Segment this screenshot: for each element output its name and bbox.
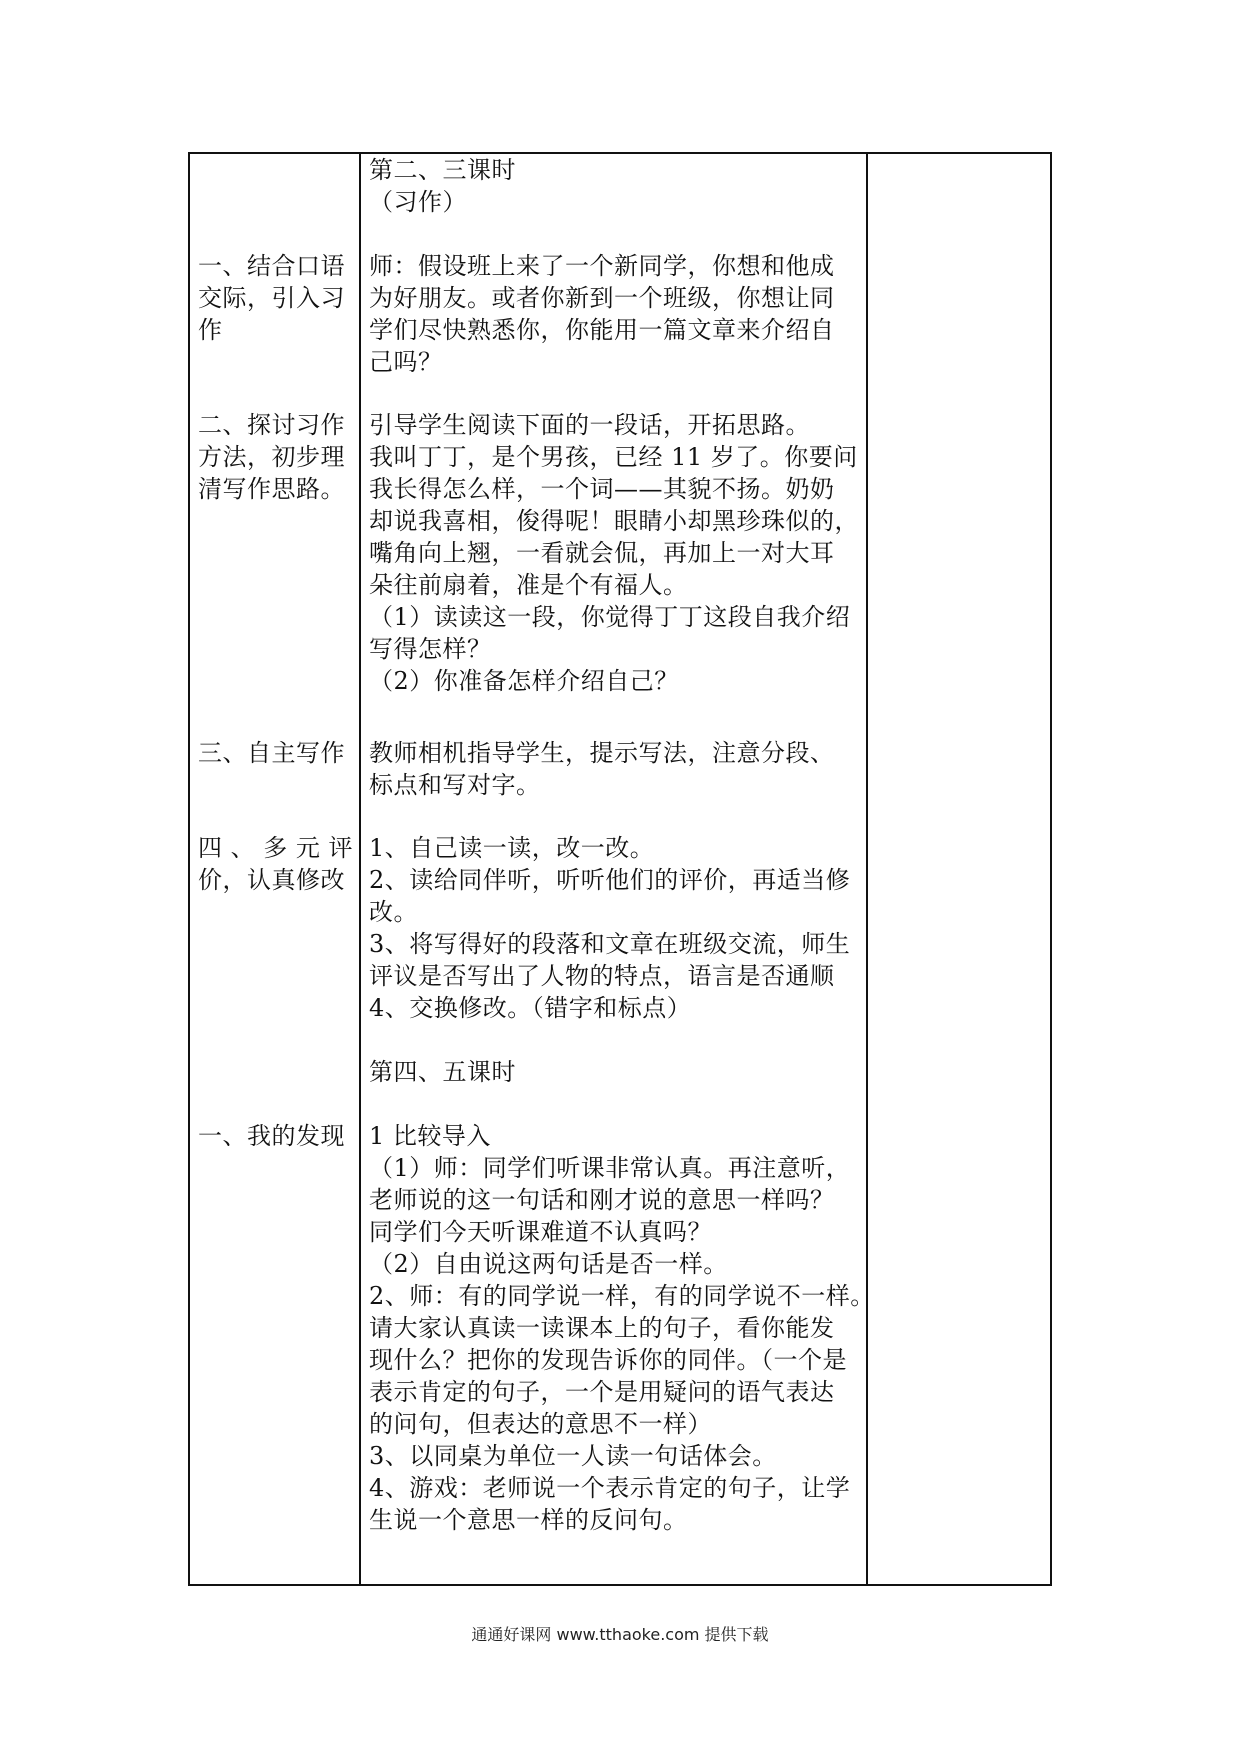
content-line: 写得怎样？ (369, 635, 492, 663)
content-line: 2、师：有的同学说一样，有的同学说不一样。 (369, 1282, 875, 1310)
content-line: 朵往前扇着，准是个有福人。 (369, 571, 688, 599)
section-heading-line: 一、我的发现 (198, 1122, 345, 1150)
lesson-subtitle: （习作） (369, 188, 467, 216)
section-heading-line: 清写作思路。 (198, 475, 345, 503)
content-line: 生说一个意思一样的反问句。 (369, 1506, 688, 1534)
content-line: 2、读给同伴听，听听他们的评价，再适当修 (369, 866, 851, 894)
lesson-period-title: 第二、三课时 (369, 156, 516, 184)
content-line: 引导学生阅读下面的一段话，开拓思路。 (369, 411, 810, 439)
content-line: 老师说的这一句话和刚才说的意思一样吗？ (369, 1186, 835, 1214)
content-line: 3、以同桌为单位一人读一句话体会。 (369, 1442, 777, 1470)
content-line: 请大家认真读一读课本上的句子，看你能发 (369, 1314, 835, 1342)
content-line: 己吗？ (369, 348, 443, 376)
section-heading-line: 方法，初步理 (198, 443, 345, 471)
content-line: 的问句，但表达的意思不一样） (369, 1410, 712, 1438)
content-line: 同学们今天听课难道不认真吗？ (369, 1218, 712, 1246)
content-line: 为好朋友。或者你新到一个班级，你想让同 (369, 284, 835, 312)
section-heading-line: 作 (198, 316, 223, 344)
section-heading-line: 一、结合口语 (198, 252, 345, 280)
column-divider-1 (359, 154, 361, 1584)
content-line: （1）读读这一段，你觉得丁丁这段自我介绍 (369, 603, 851, 631)
content-line: （1）师：同学们听课非常认真。再注意听， (369, 1154, 851, 1182)
content-line: 我长得怎么样，一个词——其貌不扬。奶奶 (369, 475, 835, 503)
content-line: 4、游戏：老师说一个表示肯定的句子，让学 (369, 1474, 851, 1502)
content-line: 1、自己读一读，改一改。 (369, 834, 655, 862)
content-line: 却说我喜相，俊得呢！眼睛小却黑珍珠似的， (369, 507, 859, 535)
content-line: 教师相机指导学生，提示写法，注意分段、 (369, 739, 835, 767)
content-line: 师：假设班上来了一个新同学，你想和他成 (369, 252, 835, 280)
column-divider-2 (866, 154, 868, 1584)
content-line: 改。 (369, 898, 418, 926)
content-line: 3、将写得好的段落和文章在班级交流，师生 (369, 930, 851, 958)
content-line: 标点和写对字。 (369, 771, 541, 799)
section-heading-line: 交际，引入习 (198, 284, 345, 312)
section-heading-line: 价，认真修改 (198, 866, 345, 894)
content-line: （2）自由说这两句话是否一样。 (369, 1250, 728, 1278)
content-line: 4、交换修改。（错字和标点） (369, 994, 692, 1022)
section-heading-line: 三、自主写作 (198, 739, 345, 767)
content-line: 表示肯定的句子，一个是用疑问的语气表达 (369, 1378, 835, 1406)
content-line: （2）你准备怎样介绍自己？ (369, 667, 679, 695)
content-line: 评议是否写出了人物的特点，语言是否通顺 (369, 962, 835, 990)
content-line: 现什么？把你的发现告诉你的同伴。（一个是 (369, 1346, 847, 1374)
section-heading-line: 二、探讨习作 (198, 411, 345, 439)
content-line: 学们尽快熟悉你，你能用一篇文章来介绍自 (369, 316, 835, 344)
content-line: 1 比较导入 (369, 1122, 491, 1150)
section-heading-line: 四 、 多 元 评 (198, 834, 354, 862)
lesson-period-title: 第四、五课时 (369, 1058, 516, 1086)
content-line: 嘴角向上翘，一看就会侃，再加上一对大耳 (369, 539, 835, 567)
content-line: 我叫丁丁，是个男孩，已经 11 岁了。你要问 (369, 443, 858, 471)
footer-source-text: 通通好课网 www.tthaoke.com 提供下载 (471, 1625, 769, 1644)
